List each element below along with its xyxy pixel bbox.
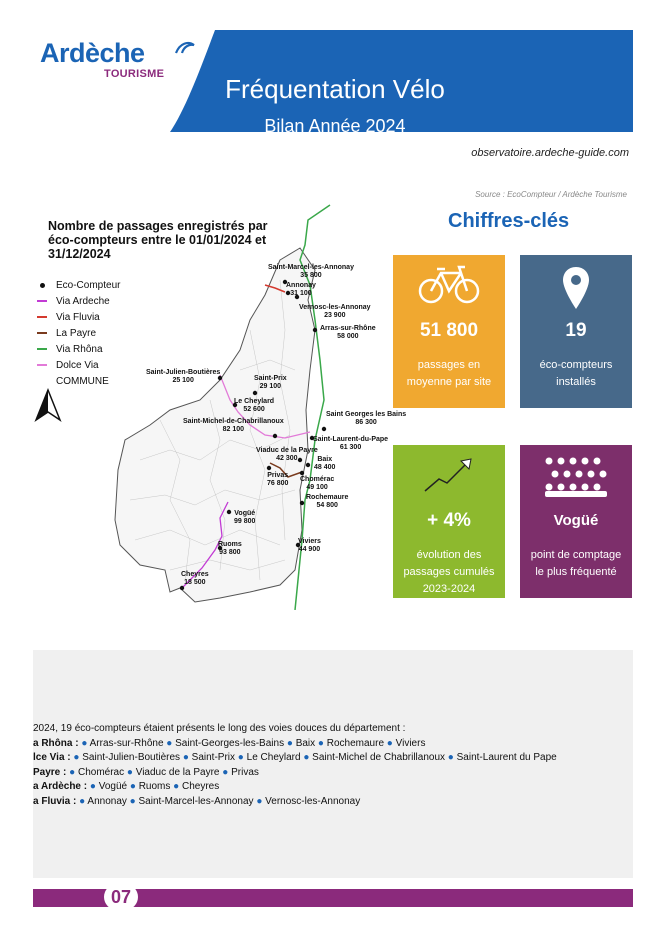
ardeche-tourisme-logo	[40, 38, 165, 80]
label-name: Viviers	[298, 538, 321, 545]
site-name: Chomérac	[77, 766, 125, 778]
legend-item	[34, 373, 120, 389]
bullet-icon: ●	[445, 752, 457, 764]
legend-label: Via Fluvia	[56, 311, 100, 323]
label-value: 31 100	[290, 290, 312, 297]
route-name: a Rhôna :	[33, 737, 79, 749]
key-figure-card-average	[393, 255, 505, 408]
map-label	[256, 447, 318, 463]
card-value: Vogüé	[553, 512, 599, 529]
label-name: Saint-Prix	[254, 375, 287, 382]
logo-wordmark: Ardèche	[40, 38, 145, 68]
logo-swirl-icon	[174, 41, 196, 55]
location-pin-icon	[561, 265, 591, 311]
counter-point	[253, 391, 257, 395]
label-value: 86 300	[355, 419, 377, 426]
logo-subtitle: TOURISME	[104, 68, 165, 80]
label-value: 35 800	[300, 272, 322, 279]
map-label	[299, 304, 371, 320]
site-name: Viviers	[395, 737, 426, 749]
legend-line-icon	[37, 316, 47, 318]
legend-line-icon	[37, 364, 47, 366]
map-legend	[34, 277, 120, 389]
label-name: Saint Georges les Bains	[326, 411, 407, 418]
summary-row	[33, 766, 557, 781]
legend-item	[34, 277, 120, 293]
legend-item	[34, 293, 120, 309]
site-name: Ruoms	[138, 781, 171, 793]
trend-up-icon	[417, 455, 481, 495]
page-title: Fréquentation Vélo	[225, 74, 445, 104]
map-label	[313, 436, 388, 452]
label-name: Chomérac	[300, 476, 335, 483]
label-name: Saint-Laurent-du-Pape	[313, 436, 389, 443]
counter-point	[300, 471, 304, 475]
summary-intro: 2024, 19 éco-compteurs étaient présents le long des voies douces du département :	[33, 723, 406, 734]
label-name: Saint-Marcel-les-Annonay	[268, 264, 354, 271]
site-name: Saint-Laurent du Pape	[456, 752, 557, 764]
label-name: Privas	[267, 472, 289, 479]
label-name: Cheyres	[181, 571, 209, 578]
bullet-icon: ●	[384, 737, 396, 749]
route-name: a Ardèche :	[33, 781, 88, 793]
bullet-icon: ●	[170, 781, 182, 793]
label-value: 49 100	[306, 484, 328, 491]
bullet-icon: ●	[315, 737, 327, 749]
label-value: 25 100	[172, 377, 194, 384]
crowd-icon	[541, 455, 611, 499]
label-value: 42 300	[276, 455, 298, 462]
bullet-icon: ●	[235, 752, 247, 764]
route-name: lce Via :	[33, 752, 71, 764]
label-value: 44 900	[298, 546, 321, 553]
summary-text	[33, 722, 557, 810]
legend-label: Eco-Compteur	[56, 279, 121, 291]
summary-rows	[33, 737, 557, 810]
legend-item	[34, 309, 120, 325]
map-label	[146, 369, 220, 385]
map-label	[181, 571, 209, 587]
map-label	[268, 264, 354, 280]
key-figure-card-top-site	[520, 445, 632, 598]
label-name: Saint-Michel-de-Chabrillanoux	[183, 418, 284, 425]
counter-point	[322, 427, 326, 431]
label-name: Ruoms	[218, 541, 242, 548]
map-label	[183, 418, 284, 434]
summary-row	[33, 737, 557, 752]
source-note: Source : EcoCompteur / Ardèche Tourisme	[475, 190, 627, 199]
label-value: 18 500	[184, 579, 206, 586]
label-name: Saint-Julien-Boutières	[146, 369, 221, 376]
counter-point	[227, 510, 231, 514]
site-name: Viaduc de la Payre	[135, 766, 220, 778]
label-value: 54 800	[316, 502, 338, 509]
label-name: Le Cheylard	[234, 398, 275, 405]
site-name: Saint-Michel de Chabrillanoux	[312, 752, 446, 764]
map-label	[234, 398, 274, 414]
site-name: Saint-Marcel-les-Annonay	[138, 795, 254, 807]
summary-row	[33, 795, 557, 810]
counter-point	[306, 463, 310, 467]
legend-dot-icon	[40, 283, 45, 288]
legend-label: Via Ardeche	[56, 295, 110, 307]
label-value: 93 800	[219, 549, 241, 556]
map-label	[326, 411, 406, 427]
site-name: Saint-Julien-Boutières	[82, 752, 181, 764]
map-label	[234, 510, 255, 526]
label-name: Viaduc de la Payre	[256, 447, 318, 454]
bullet-icon: ●	[253, 795, 266, 807]
site-name: Rochemaure	[326, 737, 385, 749]
card-value: 19	[565, 320, 587, 341]
page-subtitle: Bilan Année 2024	[264, 116, 406, 136]
key-figure-card-counters	[520, 255, 632, 408]
label-name: Rochemaure	[306, 494, 349, 501]
map-label	[286, 282, 316, 298]
route-name: a Fluvia :	[33, 795, 77, 807]
map-label	[298, 538, 321, 554]
card-value: 51 800	[419, 320, 479, 341]
legend-label: COMMUNE	[56, 375, 109, 387]
counter-point	[273, 434, 277, 438]
card-label: point de comptage le plus fréquenté	[530, 549, 622, 578]
site-name: Annonay	[87, 795, 127, 807]
bullet-icon: ●	[284, 737, 296, 749]
summary-row	[33, 751, 557, 766]
label-value: 99 800	[234, 518, 256, 525]
card-label: passages en moyenne par site	[406, 359, 492, 388]
card-label: éco-compteurs installés	[539, 359, 613, 388]
key-figures-title: Chiffres-clés	[448, 210, 570, 232]
site-name: Arras-sur-Rhône	[89, 737, 164, 749]
bullet-icon: ●	[66, 766, 78, 778]
legend-label: Via Rhôna	[56, 343, 103, 355]
north-arrow-icon	[33, 388, 63, 424]
map-label	[320, 325, 376, 341]
key-figure-card-evolution	[393, 445, 505, 598]
label-value: 29 100	[259, 383, 282, 390]
legend-item	[34, 357, 120, 373]
map-label	[254, 375, 287, 391]
bullet-icon: ●	[76, 795, 88, 807]
legend-line-icon	[37, 332, 47, 334]
site-name: Privas	[231, 766, 259, 778]
route-name: Payre :	[33, 766, 67, 778]
site-name: Baix	[295, 737, 316, 749]
bullet-icon: ●	[126, 795, 139, 807]
site-name: Saint-Prix	[191, 752, 236, 764]
site-name: Cheyres	[181, 781, 220, 793]
counter-point	[313, 328, 317, 332]
map-title: Nombre de passages enregistrés par éco-compteurs entre le 01/01/2024 et 31/12/2024	[48, 219, 268, 261]
bullet-icon: ●	[180, 752, 192, 764]
bullet-icon: ●	[127, 781, 139, 793]
label-value: 52 600	[243, 406, 265, 413]
label-value: 48 400	[314, 464, 336, 471]
counter-point	[300, 501, 304, 505]
label-value: 58 000	[337, 333, 359, 340]
map-label	[218, 541, 242, 557]
bullet-icon: ●	[70, 752, 83, 764]
label-value: 76 800	[267, 480, 289, 487]
card-label: évolution des passages cumulés 2023-2024	[403, 549, 495, 595]
site-name: Vogüé	[98, 781, 128, 793]
label-name: Arras-sur-Rhône	[320, 325, 376, 332]
site-name: Saint-Georges-les-Bains	[175, 737, 285, 749]
summary-row	[33, 780, 557, 795]
label-value: 61 300	[339, 444, 362, 451]
bullet-icon: ●	[163, 737, 176, 749]
bullet-icon: ●	[78, 737, 90, 749]
bullet-icon: ●	[219, 766, 232, 778]
label-name: Baix	[317, 456, 333, 463]
bullet-icon: ●	[124, 766, 136, 778]
site-name: Vernosc-les-Annonay	[265, 795, 361, 807]
map-label	[300, 476, 334, 492]
label-name: Vogüé	[234, 510, 256, 517]
legend-label: Dolce Via	[56, 359, 99, 371]
label-name: Annonay	[286, 282, 316, 289]
counter-point	[267, 466, 271, 470]
bullet-icon: ●	[87, 781, 99, 793]
card-value: + 4%	[427, 510, 471, 531]
map-label	[267, 472, 288, 488]
bicycle-icon	[417, 265, 481, 305]
map-label	[306, 494, 348, 510]
label-value: 23 900	[324, 312, 346, 319]
legend-label: La Payre	[56, 327, 97, 339]
legend-item	[34, 325, 120, 341]
label-value: 82 100	[222, 426, 245, 433]
page-number: 07	[104, 884, 138, 910]
label-name: Vernosc-les-Annonay	[299, 304, 371, 311]
bullet-icon: ●	[300, 752, 313, 764]
website-link[interactable]: observatoire.ardeche-guide.com	[471, 147, 629, 159]
legend-line-icon	[37, 300, 47, 302]
legend-item	[34, 341, 120, 357]
legend-line-icon	[37, 348, 47, 350]
site-name: Le Cheylard	[246, 752, 301, 764]
map-label	[314, 456, 335, 472]
